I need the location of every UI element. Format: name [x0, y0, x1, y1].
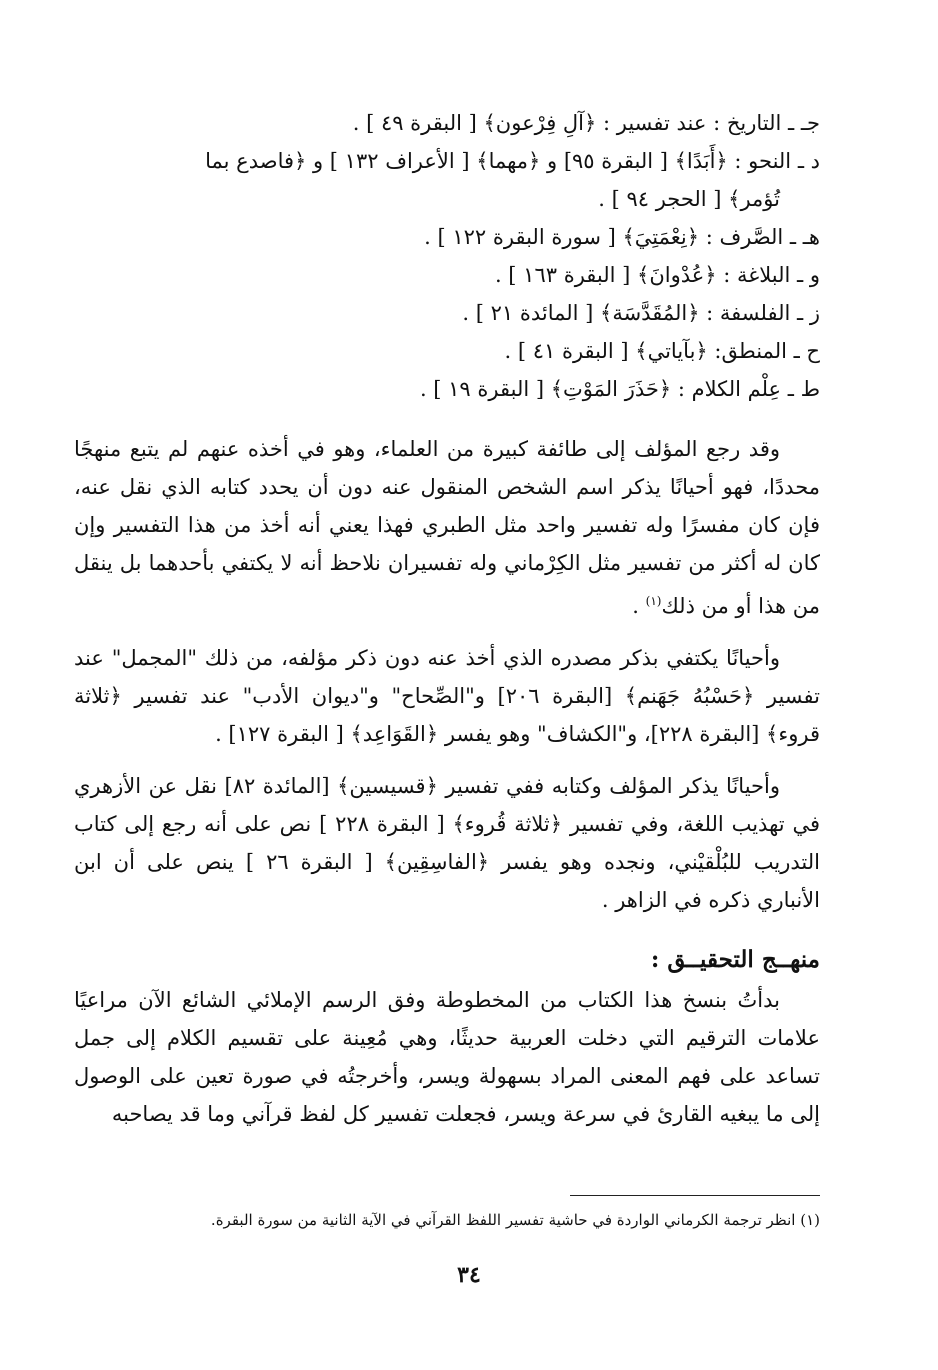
page-number: ٣٤ [457, 1262, 481, 1288]
list-item-morphology: هـ ـ الصَّرف : ﴿نِعْمَتِيَ﴾ [ سورة البقرة ١٢٢ ] . [424, 225, 820, 249]
footnote: (١) انظر ترجمة الكرماني الواردة في حاشية تفسير اللفظ القرآني في الآية الثانية من سورة البقرة. [210, 1211, 820, 1229]
paragraph-sources: وأحيانًا يكتفي بذكر مصدره الذي أخذ عنه دون ذكر مؤلفه، من ذلك "المجمل" عند تفسير ﴿حَسْبُهُ جَهَنم﴾ [البقرة ٢٠٦] و"الصِّحاح" و"ديوان الأدب" عند تفسير ﴿ثلاثة قروء﴾ [البقرة ٢٢٨]، و"الكشاف" وهو يفسر ﴿القَوَاعِد﴾ [ البقرة ١٢٧] . [74, 646, 820, 746]
paragraph-authors: وأحيانًا يذكر المؤلف وكتابه ففي تفسير ﴿قسيسين﴾ [المائدة ٨٢] نقل عن الأزهري في تهذيب اللغة، وفي تفسير ﴿ثلاثة قُروء﴾ [ البقرة ٢٢٨ ] نص على أنه رجع إلى كتاب التدريب للبُلْقيْني، ونجده وهو يفسر ﴿الفاسِقِين﴾ [ البقرة ٢٦ ] ينص على أن ابن الأنباري ذكره في الزاهر . [74, 774, 820, 912]
list-item-history: جـ ـ التاريخ : عند تفسير : ﴿آلِ فِرْعون﴾ [ البقرة ٤٩ ] . [352, 111, 820, 135]
footnote-divider [570, 1195, 820, 1196]
list-item-rhetoric: و ـ البلاغة : ﴿عُدْوانَ﴾ [ البقرة ١٦٣ ] . [494, 263, 820, 287]
paragraph-scholars [74, 430, 820, 625]
section-heading-methodology: منهــج التحقيــق : [650, 946, 820, 973]
list-item-grammar-continued: تُؤمر﴾ [ الحجر ٩٤ ] . [598, 187, 780, 211]
list-item-philosophy: ز ـ الفلسفة : ﴿المُقَدَّسَة﴾ [ المائدة ٢١ ] . [462, 301, 820, 325]
paragraph-methodology: بدأتُ بنسخ هذا الكتاب من المخطوطة وفق الرسم الإملائي الشائع الآن مراعيًا علامات الترقيم التي دخلت العربية حديثًا، وهي مُعِينة على تقسيم الكلام إلى جمل تساعد على فهم المعنى المراد بسهولة ويسر، وأخرجتُه في صورة تعين على الوصول إلى ما يبغيه القارئ في سرعة ويسر، فجعلت تفسير كل لفظ قرآني وما قد يصاحبه [74, 988, 820, 1126]
list-item-logic: ح ـ المنطق: ﴿بآياتي﴾ [ البقرة ٤١ ] . [504, 339, 820, 363]
list-item-grammar: د ـ النحو : ﴿أَبَدًا﴾ [ البقرة ٩٥] و ﴿مهما﴾ [ الأعراف ١٣٢ ] و ﴿فاصدع بما [205, 149, 820, 173]
footnote-reference: (١) [645, 594, 662, 608]
paragraph-scholars-end: . [632, 594, 646, 618]
main-text [74, 104, 820, 1133]
paragraph-scholars-text: وقد رجع المؤلف إلى طائفة كبيرة من العلماء، وهو في أخذه عنهم لم يتبع منهجًا محددًا، فهو أحيانًا يذكر اسم الشخص المنقول عنه دون أن يحدد كتابه الذي نقل عنه، فإن كان مفسرًا وله تفسير واحد مثل الطبري فهذا يعني أنه أخذ من هذا التفسير وإن كان له أكثر من تفسير مثل الكِرْماني وله تفسيران نلاحظ أنه لا يكتفي بأحدهما بل ينقل من هذا أو من ذلك [74, 437, 820, 618]
list-item-theology: ط ـ عِلْم الكلام : ﴿حَذَرَ المَوْتِ﴾ [ البقرة ١٩ ] . [419, 377, 820, 401]
